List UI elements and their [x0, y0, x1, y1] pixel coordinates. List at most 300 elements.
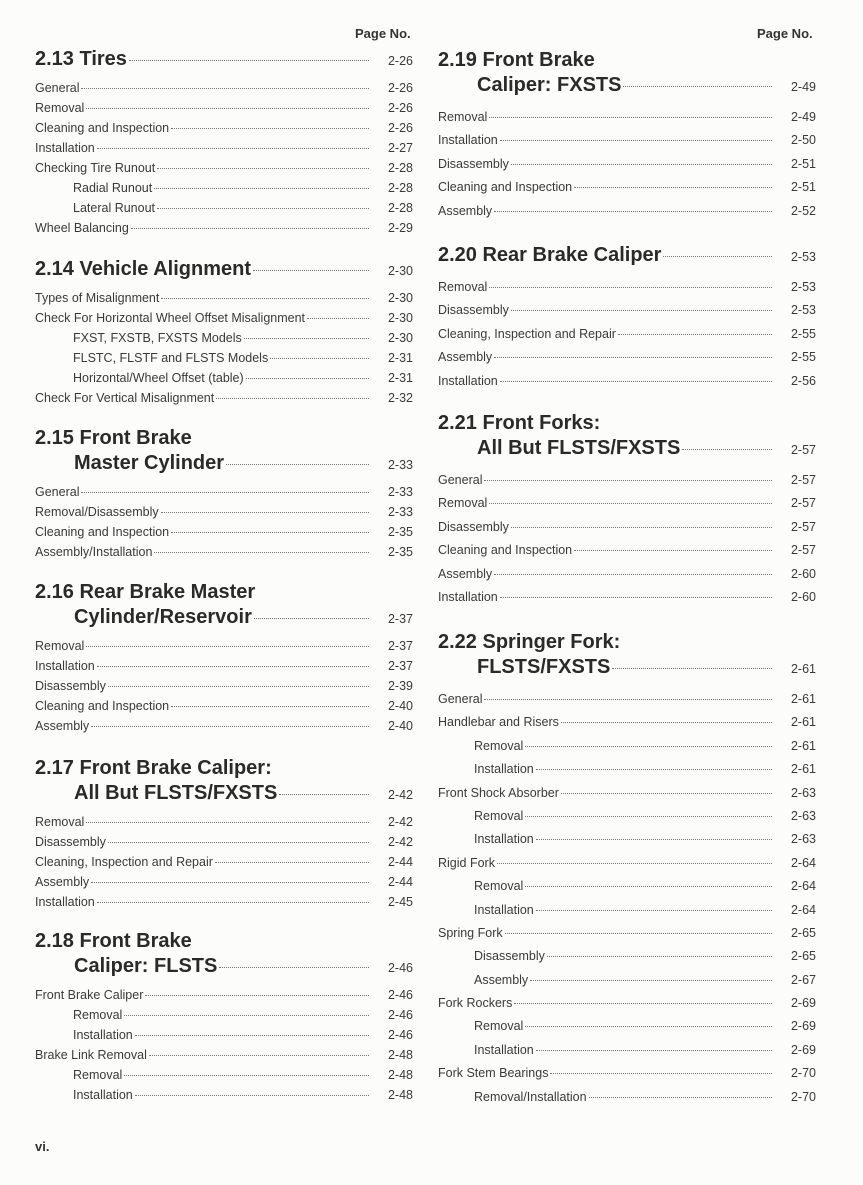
toc-entry[interactable]	[35, 328, 413, 348]
toc-entry[interactable]	[438, 153, 816, 176]
section-title: All But FLSTS/FXSTS	[477, 437, 681, 459]
toc-entry[interactable]	[438, 129, 816, 152]
dot-leader	[511, 527, 772, 528]
section-page-number: 2-57	[790, 443, 816, 457]
section-page-number: 2-42	[387, 788, 413, 802]
dot-leader	[682, 449, 772, 450]
entry-page-number: 2-70	[790, 1066, 816, 1081]
dot-leader	[525, 886, 772, 887]
entry-label: Installation	[474, 1042, 534, 1057]
section-page-number: 2-46	[387, 961, 413, 975]
toc-entry[interactable]	[438, 323, 816, 346]
toc-entry[interactable]	[438, 1039, 816, 1062]
entry-page-number: 2-42	[387, 815, 413, 829]
toc-entry[interactable]	[35, 158, 413, 178]
section-heading[interactable]	[438, 243, 816, 268]
dot-leader	[171, 128, 369, 129]
dot-leader	[154, 552, 369, 553]
toc-entry[interactable]	[438, 852, 816, 875]
entry-page-number: 2-51	[790, 180, 816, 195]
section-heading[interactable]	[438, 655, 816, 680]
dot-leader	[574, 550, 772, 551]
toc-entry[interactable]	[35, 118, 413, 138]
entry-page-number: 2-70	[790, 1089, 816, 1104]
section-title: Cylinder/Reservoir	[74, 606, 252, 628]
dot-leader	[500, 381, 772, 382]
section-title: All But FLSTS/FXSTS	[74, 782, 278, 804]
dot-leader	[108, 686, 369, 687]
toc-entry[interactable]	[438, 688, 816, 711]
section-heading[interactable]	[35, 954, 413, 979]
dot-leader	[97, 666, 369, 667]
entry-page-number: 2-39	[387, 679, 413, 693]
entry-page-number: 2-50	[790, 133, 816, 148]
entry-label: Removal	[438, 496, 488, 511]
toc-entry[interactable]	[35, 1085, 413, 1105]
toc-entry[interactable]	[35, 198, 413, 218]
section-title: 2.16 Rear Brake Master	[35, 581, 256, 603]
toc-entry[interactable]	[438, 1062, 816, 1085]
toc-entry[interactable]	[438, 782, 816, 805]
section-title: Caliper: FXSTS	[477, 74, 622, 96]
section-heading[interactable]	[35, 580, 413, 605]
entry-label: FLSTC, FLSTF and FLSTS Models	[73, 351, 269, 365]
toc-entry[interactable]	[35, 1025, 413, 1045]
entry-page-number: 2-32	[387, 391, 413, 405]
entry-label: Assembly	[35, 875, 90, 889]
dot-leader	[514, 1003, 772, 1004]
entry-label: Removal	[474, 879, 524, 894]
entry-label: Installation	[474, 762, 534, 777]
entry-label: Removal	[73, 1008, 123, 1022]
toc-section	[438, 243, 816, 393]
toc-entry[interactable]	[35, 308, 413, 328]
toc-section	[438, 48, 816, 223]
toc-entry[interactable]	[35, 78, 413, 98]
section-heading[interactable]	[35, 756, 413, 781]
entry-label: Fork Rockers	[438, 996, 513, 1011]
dot-leader	[489, 287, 772, 288]
toc-entry[interactable]	[438, 1015, 816, 1038]
toc-entry[interactable]	[35, 98, 413, 118]
section-page-number: 2-26	[387, 54, 413, 68]
entry-page-number: 2-33	[387, 485, 413, 499]
toc-entry[interactable]	[438, 276, 816, 299]
section-heading[interactable]	[35, 781, 413, 806]
dot-leader	[494, 211, 772, 212]
section-heading[interactable]	[35, 929, 413, 954]
toc-entry[interactable]	[438, 299, 816, 322]
entry-page-number: 2-63	[790, 785, 816, 800]
toc-entry[interactable]	[438, 200, 816, 223]
toc-entry[interactable]	[35, 388, 413, 408]
entry-label: Installation	[35, 659, 95, 673]
toc-entry[interactable]	[438, 875, 816, 898]
page-no-header-right: Page No.	[757, 26, 813, 41]
entry-page-number: 2-51	[790, 156, 816, 171]
entry-page-number: 2-48	[387, 1088, 413, 1102]
section-title: 2.14 Vehicle Alignment	[35, 258, 252, 280]
section-heading[interactable]	[438, 48, 816, 73]
section-title: 2.18 Front Brake	[35, 930, 192, 952]
entry-page-number: 2-64	[790, 879, 816, 894]
dot-leader	[149, 1055, 369, 1056]
entry-label: Removal	[438, 280, 488, 294]
entry-page-number: 2-60	[790, 589, 816, 604]
section-title: 2.15 Front Brake	[35, 427, 192, 449]
entry-page-number: 2-64	[790, 902, 816, 917]
toc-entry[interactable]	[35, 1005, 413, 1025]
section-heading[interactable]	[35, 426, 413, 451]
section-title: FLSTS/FXSTS	[477, 656, 611, 678]
entry-page-number: 2-26	[387, 81, 413, 95]
dot-leader	[550, 1073, 772, 1074]
entry-page-number: 2-69	[790, 1042, 816, 1057]
toc-entry[interactable]	[438, 711, 816, 734]
dot-leader	[97, 902, 369, 903]
toc-entry[interactable]	[35, 696, 413, 716]
dot-leader	[131, 228, 369, 229]
entry-label: Fork Stem Bearings	[438, 1066, 549, 1081]
entry-page-number: 2-56	[790, 373, 816, 388]
entry-label: Installation	[35, 895, 95, 909]
toc-entry[interactable]	[35, 985, 413, 1005]
entry-page-number: 2-65	[790, 949, 816, 964]
dot-leader	[505, 933, 772, 934]
section-title: Master Cylinder	[74, 452, 225, 474]
toc-entry[interactable]	[35, 542, 413, 562]
entry-label: Handlebar and Risers	[438, 715, 559, 730]
toc-entry[interactable]	[35, 872, 413, 892]
entry-page-number: 2-26	[387, 121, 413, 135]
spacer	[438, 98, 816, 106]
entry-page-number: 2-63	[790, 808, 816, 823]
toc-section	[35, 426, 413, 562]
section-title: 2.19 Front Brake	[438, 49, 595, 71]
dot-leader	[161, 298, 369, 299]
toc-entry[interactable]	[438, 176, 816, 199]
dot-leader	[135, 1095, 369, 1096]
toc-entry[interactable]	[35, 656, 413, 676]
entry-label: General	[438, 692, 483, 706]
toc-entry[interactable]	[438, 346, 816, 369]
dot-leader	[270, 358, 369, 359]
toc-section	[35, 47, 413, 238]
toc-entry[interactable]	[35, 368, 413, 388]
toc-entry[interactable]	[35, 676, 413, 696]
toc-entry[interactable]	[35, 716, 413, 736]
toc-entry[interactable]	[35, 288, 413, 308]
entry-page-number: 2-55	[790, 326, 816, 341]
toc-entry[interactable]	[35, 852, 413, 872]
toc-entry[interactable]	[438, 539, 816, 562]
toc-entry[interactable]	[35, 178, 413, 198]
dot-leader	[497, 863, 772, 864]
entry-page-number: 2-30	[387, 331, 413, 345]
dot-leader	[536, 910, 772, 911]
entry-page-number: 2-57	[790, 519, 816, 534]
dot-leader	[511, 164, 772, 165]
entry-label: Cleaning and Inspection	[35, 699, 170, 713]
section-title: 2.22 Springer Fork:	[438, 631, 621, 653]
entry-page-number: 2-49	[790, 110, 816, 124]
dot-leader	[525, 816, 772, 817]
toc-entry[interactable]	[438, 492, 816, 515]
entry-label: FXST, FXSTB, FXSTS Models	[73, 331, 242, 345]
dot-leader	[561, 722, 772, 723]
entry-label: General	[35, 485, 80, 499]
section-title: 2.13 Tires	[35, 48, 127, 70]
entry-label: Spring Fork	[438, 925, 503, 940]
dot-leader	[157, 208, 369, 209]
toc-entry[interactable]	[438, 370, 816, 393]
entry-label: Assembly	[438, 203, 493, 218]
dot-leader	[171, 532, 369, 533]
dot-leader	[618, 334, 772, 335]
toc-entry[interactable]	[438, 1086, 816, 1109]
entry-label: Assembly	[35, 719, 90, 733]
entry-label: Removal	[474, 738, 524, 753]
entry-label: Cleaning and Inspection	[35, 121, 170, 135]
dot-leader	[171, 706, 369, 707]
entry-label: Removal	[35, 639, 85, 653]
entry-label: Removal	[474, 1019, 524, 1034]
entry-label: Cleaning, Inspection and Repair	[438, 326, 616, 341]
dot-leader	[525, 1026, 772, 1027]
toc-section	[438, 630, 816, 1109]
entry-label: Disassembly	[35, 679, 106, 693]
toc-entry[interactable]	[35, 832, 413, 852]
entry-label: Check For Vertical Misalignment	[35, 391, 215, 405]
entry-label: Assembly	[438, 350, 493, 365]
section-page-number: 2-33	[387, 458, 413, 472]
entry-label: Disassembly	[35, 835, 106, 849]
entry-page-number: 2-69	[790, 996, 816, 1011]
entry-page-number: 2-61	[790, 738, 816, 753]
entry-label: Cleaning and Inspection	[438, 543, 573, 558]
entry-label: Removal	[35, 101, 85, 115]
section-heading[interactable]	[438, 73, 816, 98]
entry-page-number: 2-30	[387, 311, 413, 325]
toc-entry[interactable]	[35, 218, 413, 238]
dot-leader	[623, 86, 772, 87]
dot-leader	[489, 503, 772, 504]
dot-leader	[86, 822, 369, 823]
dot-leader	[484, 480, 772, 481]
entry-label: Front Shock Absorber	[438, 785, 559, 800]
entry-page-number: 2-37	[387, 639, 413, 653]
entry-page-number: 2-26	[387, 101, 413, 115]
entry-label: Rigid Fork	[438, 855, 495, 870]
entry-label: Removal	[474, 808, 524, 823]
section-heading[interactable]	[35, 47, 413, 72]
section-heading[interactable]	[438, 436, 816, 461]
entry-label: Disassembly	[474, 949, 545, 964]
entry-page-number: 2-57	[790, 496, 816, 511]
dot-leader	[124, 1015, 369, 1016]
entry-label: Disassembly	[438, 303, 509, 318]
dot-leader	[536, 839, 772, 840]
entry-label: Installation	[438, 589, 498, 604]
section-heading[interactable]	[35, 451, 413, 476]
toc-entry[interactable]	[438, 758, 816, 781]
entry-label: Installation	[73, 1028, 133, 1042]
entry-page-number: 2-52	[790, 203, 816, 218]
toc-entry[interactable]	[35, 1045, 413, 1065]
page-no-header-left: Page No.	[355, 26, 411, 41]
dot-leader	[108, 842, 369, 843]
dot-leader	[612, 668, 772, 669]
entry-page-number: 2-27	[387, 141, 413, 155]
spacer	[438, 268, 816, 276]
entry-page-number: 2-33	[387, 505, 413, 519]
dot-leader	[307, 318, 369, 319]
toc-entry[interactable]	[438, 969, 816, 992]
toc-entry[interactable]	[35, 138, 413, 158]
section-title: 2.17 Front Brake Caliper:	[35, 757, 272, 779]
section-heading[interactable]	[438, 630, 816, 655]
entry-page-number: 2-55	[790, 350, 816, 365]
toc-entry[interactable]	[438, 899, 816, 922]
entry-label: Types of Misalignment	[35, 291, 160, 305]
page-folio: vi.	[35, 1139, 50, 1154]
entry-page-number: 2-61	[790, 692, 816, 706]
dot-leader	[561, 793, 772, 794]
toc-entry[interactable]	[438, 992, 816, 1015]
entry-label: Installation	[474, 832, 534, 847]
entry-label: Disassembly	[438, 519, 509, 534]
dot-leader	[81, 492, 369, 493]
entry-label: Assembly	[474, 972, 529, 987]
dot-leader	[500, 140, 772, 141]
section-heading[interactable]	[35, 605, 413, 630]
entry-label: Assembly/Installation	[35, 545, 153, 559]
dot-leader	[157, 168, 369, 169]
section-page-number: 2-30	[387, 264, 413, 278]
entry-label: Cleaning and Inspection	[438, 180, 573, 195]
dot-leader	[86, 646, 369, 647]
dot-leader	[226, 464, 369, 465]
toc-entry[interactable]	[438, 516, 816, 539]
toc-entry[interactable]	[35, 502, 413, 522]
section-page-number: 2-61	[790, 662, 816, 676]
entry-page-number: 2-46	[387, 1028, 413, 1042]
entry-page-number: 2-28	[387, 161, 413, 175]
toc-entry[interactable]	[35, 348, 413, 368]
entry-page-number: 2-31	[387, 371, 413, 385]
entry-label: Horizontal/Wheel Offset (table)	[73, 371, 244, 385]
entry-page-number: 2-37	[387, 659, 413, 673]
dot-leader	[253, 270, 369, 271]
toc-entry[interactable]	[35, 892, 413, 912]
entry-page-number: 2-69	[790, 1019, 816, 1034]
toc-entry[interactable]	[438, 805, 816, 828]
entry-page-number: 2-67	[790, 972, 816, 987]
entry-label: Installation	[73, 1088, 133, 1102]
toc-entry[interactable]	[438, 586, 816, 609]
entry-label: Removal/Installation	[474, 1089, 587, 1104]
toc-entry[interactable]	[438, 735, 816, 758]
entry-page-number: 2-57	[790, 543, 816, 558]
entry-page-number: 2-35	[387, 525, 413, 539]
section-heading[interactable]	[35, 257, 413, 282]
dot-leader	[536, 769, 772, 770]
dot-leader	[215, 862, 369, 863]
entry-label: Assembly	[438, 566, 493, 581]
dot-leader	[81, 88, 369, 89]
entry-label: Removal/Disassembly	[35, 505, 159, 519]
toc-entry[interactable]	[438, 828, 816, 851]
toc-entry[interactable]	[438, 106, 816, 129]
dot-leader	[530, 980, 772, 981]
entry-label: Installation	[474, 902, 534, 917]
entry-label: Front Brake Caliper	[35, 988, 144, 1002]
entry-label: Radial Runout	[73, 181, 153, 195]
dot-leader	[500, 597, 772, 598]
spacer	[438, 680, 816, 688]
entry-page-number: 2-53	[790, 303, 816, 318]
dot-leader	[124, 1075, 369, 1076]
dot-leader	[246, 378, 369, 379]
dot-leader	[489, 117, 772, 118]
section-title: Caliper: FLSTS	[74, 955, 218, 977]
entry-label: Wheel Balancing	[35, 221, 129, 235]
toc-entry[interactable]	[438, 563, 816, 586]
entry-label: General	[35, 81, 80, 95]
entry-page-number: 2-35	[387, 545, 413, 559]
toc-section	[35, 580, 413, 736]
dot-leader	[484, 699, 772, 700]
entry-page-number: 2-61	[790, 762, 816, 777]
entry-label: Cleaning and Inspection	[35, 525, 170, 539]
entry-page-number: 2-44	[387, 875, 413, 889]
entry-label: Checking Tire Runout	[35, 161, 156, 175]
toc-entry[interactable]	[35, 1065, 413, 1085]
toc-section	[35, 257, 413, 408]
dot-leader	[511, 310, 772, 311]
toc-entry[interactable]	[35, 812, 413, 832]
section-title: 2.21 Front Forks:	[438, 412, 601, 434]
entry-label: Cleaning, Inspection and Repair	[35, 855, 213, 869]
entry-label: Installation	[35, 141, 95, 155]
dot-leader	[254, 618, 369, 619]
toc-entry[interactable]	[35, 482, 413, 502]
section-heading[interactable]	[438, 411, 816, 436]
toc-entry[interactable]	[35, 522, 413, 542]
toc-section	[35, 929, 413, 1105]
dot-leader	[536, 1050, 772, 1051]
entry-page-number: 2-40	[387, 719, 413, 733]
entry-page-number: 2-42	[387, 835, 413, 849]
dot-leader	[547, 956, 772, 957]
entry-label: Brake Link Removal	[35, 1048, 147, 1062]
entry-label: Lateral Runout	[73, 201, 156, 215]
toc-entry[interactable]	[438, 922, 816, 945]
dot-leader	[86, 108, 369, 109]
toc-entry[interactable]	[438, 945, 816, 968]
toc-section	[438, 411, 816, 609]
entry-label: Removal	[73, 1068, 123, 1082]
entry-page-number: 2-53	[790, 280, 816, 294]
dot-leader	[279, 794, 369, 795]
entry-page-number: 2-28	[387, 181, 413, 195]
section-title: 2.20 Rear Brake Caliper	[438, 244, 662, 266]
entry-page-number: 2-60	[790, 566, 816, 581]
toc-entry[interactable]	[438, 469, 816, 492]
dot-leader	[145, 995, 369, 996]
toc-entry[interactable]	[35, 636, 413, 656]
dot-leader	[494, 357, 772, 358]
